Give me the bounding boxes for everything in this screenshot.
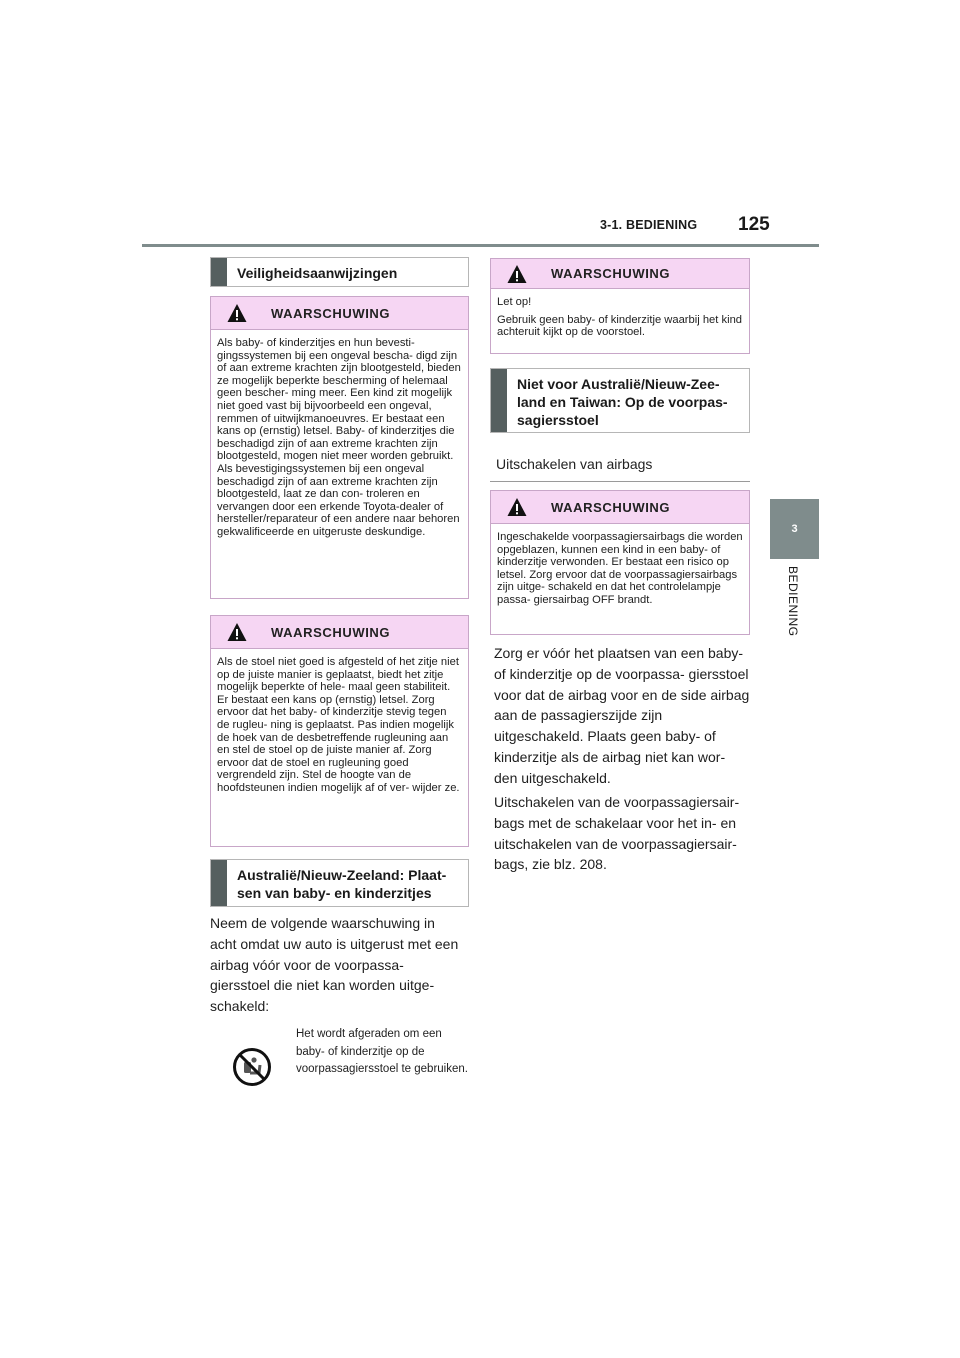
warning-title: WAARSCHUWING: [271, 305, 391, 321]
chapter-tab: [770, 499, 819, 559]
warning-paragraph: Als baby- of kinderzitjes en hun bevesti- gingssystemen bij een ongeval bescha- digd zijn of aan extreme krachten zijn blootgesteld, bieden ze mogelijk beperkte bescherming of helemaal geen bescher- ming meer. Een kind zit mogelijk niet goed vast bij bijvoorbeeld een ongeval, remmen of uitwijkmanoeuvres. Er bestaat een kans op (ernstig) letsel. Baby- of kinderzitjes die beschadigd zijn of aan extreme krachten zijn blootgesteld, mogen niet meer worden gebruikt. Als bevestigingssystemen bij een ongeval beschadigd zijn of aan extreme krachten zijn blootgesteld, laat ze dan con- troleren en vervangen door een erkende Toyota-dealer of hersteller/reparateur of een andere naar behoren gekwalificeerde en uitgeruste deskundige.: [217, 337, 461, 538]
image-caption: Het wordt afgeraden om een baby- of kinderzitje op de voorpassagiersstoel te gebruiken.: [296, 1028, 468, 1075]
warning-triangle-icon: [507, 497, 527, 517]
section-header: 3-1. BEDIENING: [600, 218, 698, 232]
section-heading-safety: [210, 257, 469, 287]
section-heading-australia: [210, 859, 469, 907]
warning-box-damaged-seats: [210, 296, 469, 599]
body-paragraph: Uitschakelen van de voorpassagiersair- bags met de schakelaar voor het in- en uitschakelen van de voorpassagiersair- bags, zie blz. 208.: [494, 794, 740, 873]
section-title: Veiligheidsaanwijzingen: [237, 265, 398, 281]
warning-triangle-icon: [507, 264, 527, 284]
warning-paragraph: Let op!: [497, 296, 532, 308]
warning-box-seat-adjustment: [210, 615, 469, 847]
warning-header: [211, 297, 468, 330]
warning-header: [491, 259, 749, 289]
warning-paragraph: Ingeschakelde voorpassagiersairbags die worden opgeblazen, kunnen een kind in een baby- of kinderzitje verwonden. Er bestaat een risico op letsel. Zorg ervoor dat de voorpassagiersairbags zijn uitge- schakeld en dat het controlelampje passa- giersairbag OFF brandt.: [497, 531, 743, 606]
no-child-seat-icon: [232, 1047, 272, 1087]
section-title: Niet voor Australië/Nieuw-Zee- land en Taiwan: Op de voorpas- sagiersstoel: [517, 376, 728, 428]
warning-text: [211, 649, 468, 803]
warning-header: [491, 491, 749, 524]
warning-box-airbag: [490, 490, 750, 635]
body-paragraph: Zorg er vóór het plaatsen van een baby- of kinderzitje op de voorpassa- giersstoel voor dat de airbag voor en de side airbag aan de passagierszijde zijn uitgeschakeld. Plaats geen baby- of kinderzitje als de airbag niet kan wor- den uitgeschakeld.: [494, 645, 750, 786]
header-rule: [142, 244, 819, 247]
section-title: Australië/Nieuw-Zeeland: Plaat- sen van baby- en kinderzitjes: [237, 867, 447, 901]
warning-text: [211, 330, 468, 547]
warning-paragraph: Als de stoel niet goed is afgesteld of het zitje niet op de juiste manier is geplaatst, biedt het zitje mogelijk beperkte of hele- maal geen stabiliteit. Er bestaat een kans op (ernstig) letsel. Zorg ervoor dat het baby- of kinderzitje stevig tegen de rugleu- ning is geplaatst. Pas indien mogelijk de hoek van de desbetreffende rugleuning aan en stel de stoel op de juiste manier af. Zorg ervoor dat de stoel en rugleuning goed vergrendeld zijn. Stel de hoogte van de hoofdsteunen indien mogelijk af of ver- wijder ze.: [217, 656, 460, 794]
body-paragraph: Neem de volgende waarschuwing in acht omdat uw auto is uitgerust met een airbag vóór voor de voorpassa- giersstoel die niet kan worden uitge- schakeld:: [210, 915, 459, 1015]
warning-text: [491, 289, 749, 347]
warning-header: [211, 616, 468, 649]
chapter-label: BEDIENING: [786, 566, 800, 637]
page-number: 125: [738, 214, 770, 235]
section-bar: [491, 369, 507, 432]
section-bar: [211, 860, 227, 906]
warning-text: [491, 524, 749, 615]
warning-title: WAARSCHUWING: [551, 266, 671, 281]
section-bar: [211, 258, 227, 286]
subheading-airbag-off: Uitschakelen van airbags: [490, 452, 750, 482]
warning-paragraph: Gebruik geen baby- of kinderzitje waarbij het kind achteruit kijkt op de voorstoel.: [497, 313, 743, 339]
warning-title: WAARSCHUWING: [271, 624, 391, 640]
chapter-number: 3: [791, 523, 798, 535]
warning-title: WAARSCHUWING: [551, 499, 671, 515]
section-heading-passenger-seat: [490, 368, 750, 433]
warning-triangle-icon: [227, 622, 247, 642]
warning-box-rear-facing: [490, 258, 750, 354]
warning-triangle-icon: [227, 303, 247, 323]
